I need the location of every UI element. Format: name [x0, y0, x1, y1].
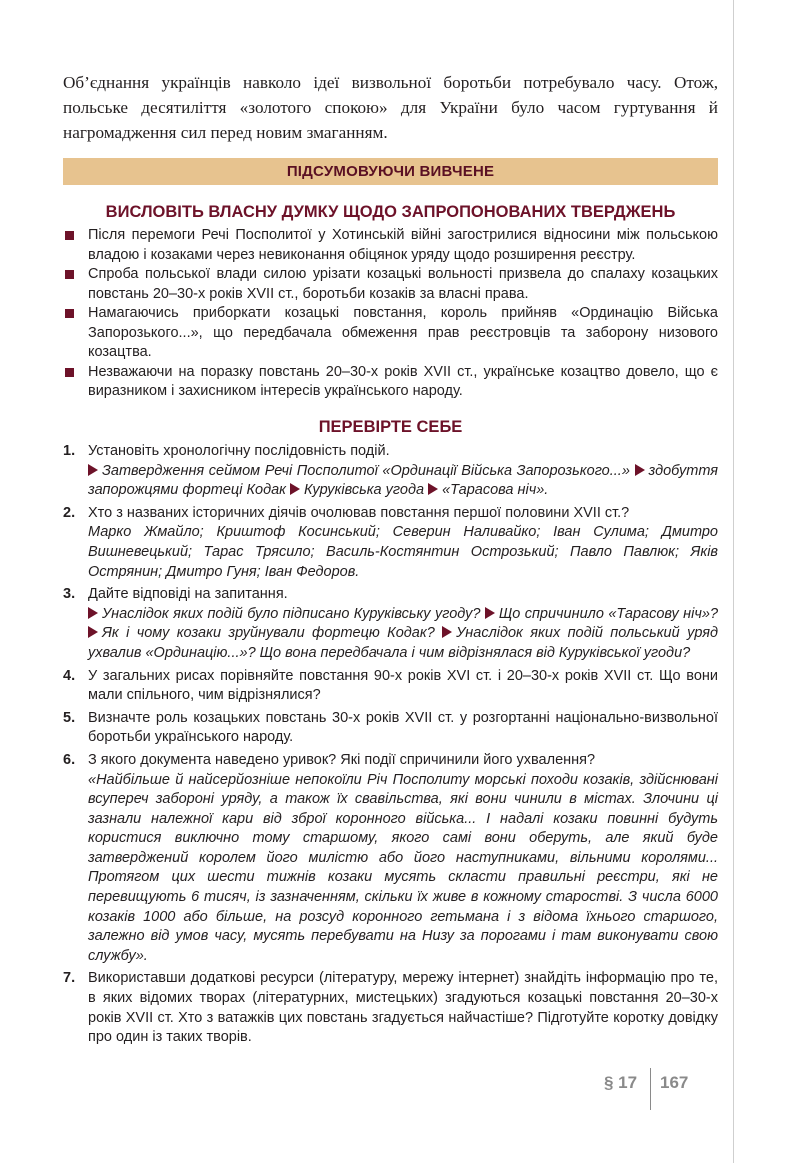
statement-item: Після перемоги Речі Посполитої у Хотинській війні загострилися відносини між польською владою і козаками через невиконання обіцянок уряду щодо розширення реєстру.	[63, 226, 718, 265]
question-item	[63, 667, 718, 706]
intro-paragraph: Об’єднання українців навколо ідеї визвольної боротьби потребувало часу. Отож, польське десятиліття «золотого спокою» для України було часом гуртування й нагромадження сил перед новим змаганням.	[63, 73, 718, 142]
opinion-heading: ВИСЛОВІТЬ ВЛАСНУ ДУМКУ ЩОДО ЗАПРОПОНОВАНИХ ТВЕРДЖЕНЬ	[105, 203, 676, 221]
question-item: 3. Дайте відповіді на запитання. Унаслідок яких подій було підписано Куруківську угоду? Що спричинило «Тарасову ніч»? Як і чому козаки зруйнували фортецю Кодак? Унаслідок яких подій польський уряд ухвалив «Ординацію...»? Що вона передбачала і чим відрізнялася від Куруківської угоди?	[63, 586, 719, 661]
question-text: Установіть хронологічну послідовність подій.	[88, 443, 390, 459]
question-text: Використавши додаткові ресурси (літературу, мережу інтернет) знайдіть інформацію про те, в яких відомих творах (літературних, мистецьких) згадуються козацькі повстання 20–30-х років XVII ст. Хто з ватажків цих повстань згадується найчастіше? Підготуйте коротку довідку про один із таких творів.	[88, 970, 718, 1046]
question-names: Марко Жмайло; Криштоф Косинський; Северин Наливайко; Іван Сулима; Дмитро Вишневецький; Тарас Трясило; Василь-Костянтин Острозький; Павло Павлюк; Яків Острянин; Дмитро Гуня; Іван Федоров.	[88, 524, 718, 580]
triangle-marker-icon	[290, 483, 300, 495]
square-bullet-icon	[65, 231, 74, 240]
question-item	[63, 709, 718, 748]
triangle-marker-icon	[88, 464, 98, 476]
square-bullet-icon	[65, 270, 74, 279]
question-number: 5.	[63, 709, 76, 726]
triangle-marker-icon	[88, 626, 98, 638]
questions-list	[63, 442, 718, 1051]
square-bullet-icon	[65, 368, 74, 377]
question-text: Дайте відповіді на запитання.	[88, 586, 288, 603]
triangle-marker-icon	[635, 464, 645, 476]
page-edge-rule	[733, 0, 734, 1163]
question-number: 7.	[63, 970, 76, 987]
statement-item: Незважаючи на поразку повстань 20–30-х років XVII ст., українське козацтво довело, що є виразником і захисником інтересів українського народу.	[63, 363, 718, 402]
question-item	[63, 751, 718, 967]
question-number: 1.	[63, 443, 76, 459]
question-number: 3.	[63, 586, 76, 603]
question-text: З якого документа наведено уривок? Які події спричинили його ухвалення?	[88, 751, 596, 768]
question-item	[63, 969, 718, 1047]
question-number: 6.	[63, 751, 76, 768]
square-bullet-icon	[65, 309, 74, 318]
summary-banner-title: ПІДСУМОВУЮЧИ ВИВЧЕНЕ	[286, 163, 495, 180]
page-number: 167	[660, 1073, 689, 1092]
question-item	[63, 504, 718, 582]
question-text: У загальних рисах порівняйте повстання 90-х років XVI ст. і 20–30-х років XVII ст. Що вони мали спільного, чим відрізнялися?	[88, 667, 718, 704]
question-number: 4.	[63, 667, 76, 684]
footer-divider	[650, 1068, 651, 1110]
statement-item: Намагаючись приборкати козацькі повстання, король прийняв «Ординацію Війська Запорозького...», що передбачала обмеження прав реєстровців та заборону низового козацтва.	[63, 304, 718, 363]
question-item: 1. Установіть хронологічну послідовність подій. Затвердження сеймом Речі Посполитої «Ординації Війська Запорозького...» здобуття запорожцями фортеці Кодак Куруківська угода «Тарасова ніч».	[63, 443, 718, 499]
check-heading: ПЕРЕВІРТЕ СЕБЕ	[318, 418, 463, 436]
triangle-marker-icon	[428, 483, 438, 495]
statements-list	[63, 226, 718, 402]
document-quote: «Найбільше й найсерйозніше непокоїли Річ Посполиту морські походи козаків, здійснювані всупереч забороні уряду, а також їх свавільства, які вони чинили в містах. Злочини ці зазнали належної кари від зброї коронного війська... І надалі козаки повинні будуть користися виключно тому старшому, якого самі вони оберуть, але який буде затверджений королем його милістю або його наступниками, вільними королями... Протягом цих шести тижнів козаки мусять скласти правильні реєстри, які не перевищують 6 тисяч, із зазначенням, скільки їх живе в кожному старостві. З числа 6000 козаків 1000 або більше, на розсуд коронного гетьмана і з відома їхнього старшого, залежно від умов часу, мусять перебувати на Низу за порогами і там виконувати свою службу».	[88, 771, 718, 964]
triangle-marker-icon	[485, 607, 495, 619]
triangle-marker-icon	[88, 607, 98, 619]
question-number: 2.	[63, 504, 76, 521]
question-text: Хто з названих історичних діячів очолював повстання першої половини XVII ст.?	[88, 504, 630, 521]
section-number: § 17	[604, 1073, 638, 1092]
question-text: Визначте роль козацьких повстань 30-х років XVII ст. у розгортанні національно-визвольної боротьби українського народу.	[88, 709, 718, 746]
triangle-marker-icon	[442, 626, 452, 638]
statement-item: Спроба польської влади силою урізати козацькі вольності призвела до спалаху козацьких повстань 20–30-х років XVII ст., боротьби козаків за власні права.	[63, 265, 718, 304]
summary-banner	[63, 158, 718, 185]
